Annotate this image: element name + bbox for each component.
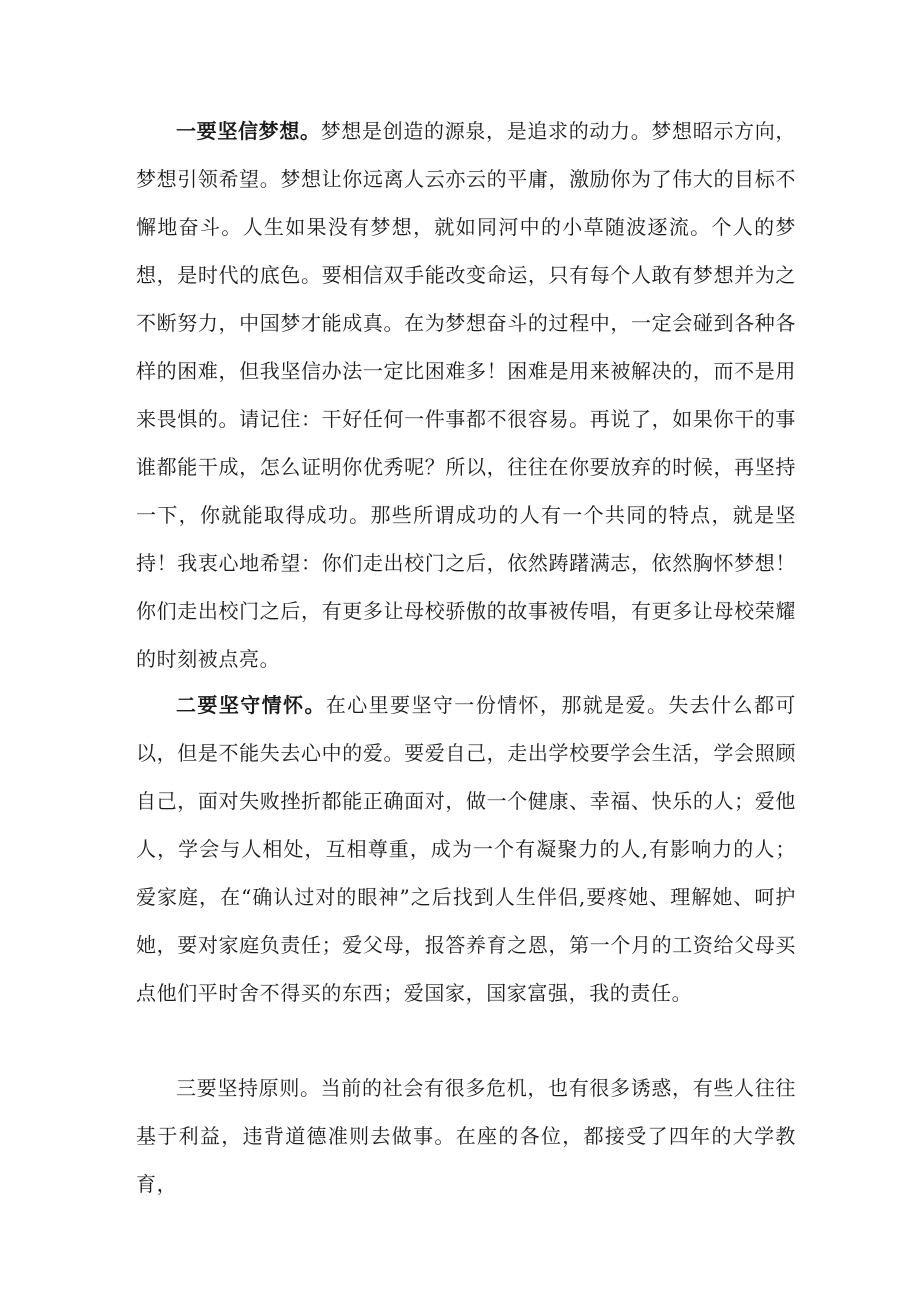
paragraph-believe-dreams	[136, 107, 796, 683]
paragraph-body: 梦想是创造的源泉，是追求的动力。梦想昭示方向，梦想引领希望。梦想让你远离人云亦云的平庸，激励你为了伟大的目标不懈地奋斗。人生如果没有梦想，就如同河中的小草随波逐流。个人的梦想，是时代的底色。要相信双手能改变命运，只有每个人敢有梦想并为之不断努力，中国梦才能成真。在为梦想奋斗的过程中，一定会碰到各种各样的困难，但我坚信办法一定比困难多！困难是用来被解决的，而不是用来畏惧的。请记住：干好任何一件事都不很容易。再说了，如果你干的事谁都能干成，怎么证明你优秀呢？所以，往往在你要放弃的时候，再坚持一下，你就能取得成功。那些所谓成功的人有一个共同的特点，就是坚持！我衷心地希望：你们走出校门之后，依然踌躇满志，依然胸怀梦想！你们走出校门之后，有更多让母校骄傲的故事被传唱，有更多让母校荣耀的时刻被点亮。	[136, 119, 796, 671]
paragraph-lead: 二要坚守情怀。	[176, 693, 326, 717]
paragraph-body: 三要坚持原则。当前的社会有很多危机，也有很多诱惑，有些人往往基于利益，违背道德准则去做事。在座的各位，都接受了四年的大学教育，	[136, 1076, 796, 1196]
paragraph-uphold-principles	[136, 1064, 796, 1208]
paragraph-body: 在心里要坚守一份情怀，那就是爱。失去什么都可以，但是不能失去心中的爱。要爱自己，走出学校要学会生活，学会照顾自己，面对失败挫折都能正确面对，做一个健康、幸福、快乐的人；爱他人，学会与人相处，互相尊重，成为一个有凝聚力的人,有影响力的人；爱家庭，在“确认过对的眼神”之后找到人生伴侣,要疼她、理解她、呵护她，要对家庭负责任；爱父母，报答养育之恩，第一个月的工资给父母买点他们平时舍不得买的东西；爱国家，国家富强，我的责任。	[136, 693, 797, 1005]
paragraph-keep-feelings	[136, 681, 796, 1017]
paragraph-lead: 一要坚信梦想。	[176, 119, 321, 143]
